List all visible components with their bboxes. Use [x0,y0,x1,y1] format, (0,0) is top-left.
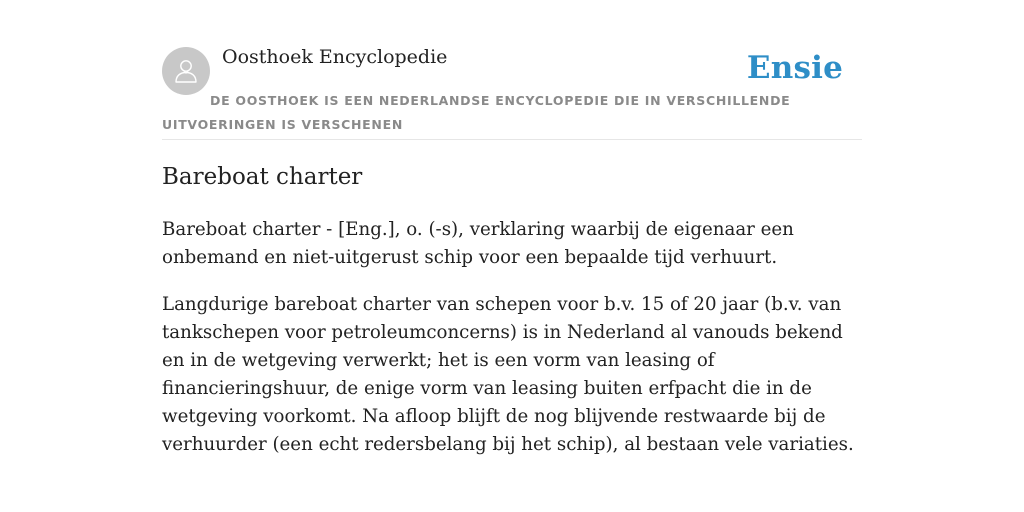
avatar[interactable] [162,47,210,95]
user-silhouette-icon [171,56,201,86]
site-tagline: DE OOSTHOEK IS EEN NEDERLANDSE ENCYCLOPEDIE DIE IN VERSCHILLENDE UITVOERINGEN IS VERSCHENEN [162,93,791,132]
article-paragraph-1: Bareboat charter - [Eng.], o. (-s), verklaring waarbij de eigenaar een onbemand en niet-uitgerust schip voor een bepaalde tijd verhuurt. [162,219,794,268]
article-paragraph-2: Langdurige bareboat charter van schepen voor b.v. 15 of 20 jaar (b.v. van tankschepen voor petroleumconcerns) is in Nederland al vanouds bekend en in de wetgeving verwerkt; het is een vorm van leasing of financieringshuur, de enige vorm van leasing buiten erfpacht die in de wetgeving voorkomt. Na afloop blijft de nog blijvende restwaarde bij de verhuurder (een echt redersbelang bij het schip), al bestaan vele variaties. [162,294,854,455]
header [162,0,862,140]
page [162,0,862,512]
site-title[interactable]: Oosthoek Encyclopedie [222,46,448,68]
brand-logo[interactable]: Ensie [746,50,843,86]
article-title: Bareboat charter [162,164,363,190]
